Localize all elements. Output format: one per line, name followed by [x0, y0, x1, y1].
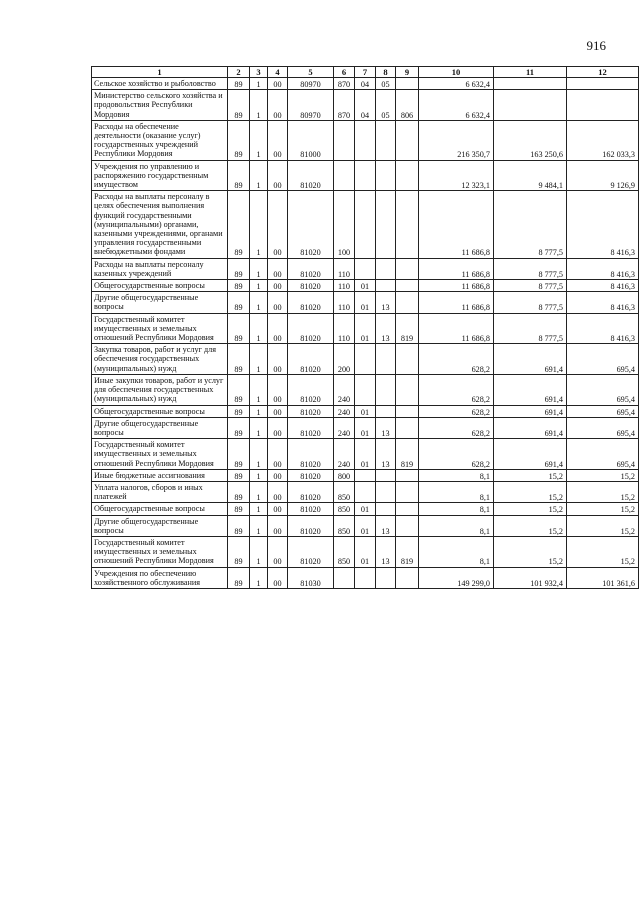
cell-col-9 [396, 481, 419, 502]
cell-col-4: 00 [268, 78, 288, 90]
cell-col-6 [334, 160, 355, 191]
cell-col-9: 819 [396, 313, 419, 344]
cell-col-3: 1 [250, 503, 268, 515]
row-name-cell: Общегосударственные вопросы [92, 280, 228, 292]
cell-col-11 [494, 90, 567, 121]
cell-col-6: 110 [334, 258, 355, 279]
cell-col-9 [396, 344, 419, 375]
cell-col-7: 01 [355, 280, 376, 292]
cell-col-2: 89 [228, 439, 250, 470]
row-name-cell: Расходы на обеспечение деятельности (оказание услуг) государственных учреждений Республики Мордовия [92, 120, 228, 160]
cell-col-12: 695,4 [567, 417, 639, 438]
cell-col-9 [396, 374, 419, 405]
cell-col-8 [376, 503, 396, 515]
cell-col-8: 13 [376, 439, 396, 470]
cell-col-3: 1 [250, 120, 268, 160]
cell-col-4: 00 [268, 160, 288, 191]
cell-col-7 [355, 258, 376, 279]
cell-col-3: 1 [250, 469, 268, 481]
column-header: 12 [567, 67, 639, 78]
cell-col-5: 81020 [288, 536, 334, 567]
cell-col-7 [355, 344, 376, 375]
cell-col-3: 1 [250, 258, 268, 279]
cell-col-12: 9 126,9 [567, 160, 639, 191]
cell-col-6: 100 [334, 191, 355, 258]
row-name-cell: Сельское хозяйство и рыболовство [92, 78, 228, 90]
cell-col-2: 89 [228, 292, 250, 313]
cell-col-5: 81020 [288, 344, 334, 375]
cell-col-10: 628,2 [419, 417, 494, 438]
cell-col-2: 89 [228, 160, 250, 191]
cell-col-5: 81020 [288, 160, 334, 191]
cell-col-12: 8 416,3 [567, 191, 639, 258]
cell-col-3: 1 [250, 515, 268, 536]
cell-col-3: 1 [250, 439, 268, 470]
cell-col-6: 240 [334, 439, 355, 470]
cell-col-4: 00 [268, 344, 288, 375]
cell-col-8: 13 [376, 313, 396, 344]
row-name-cell: Иные закупки товаров, работ и услуг для обеспечения государственных (муниципальных) нужд [92, 374, 228, 405]
cell-col-12: 101 361,6 [567, 567, 639, 588]
cell-col-12 [567, 78, 639, 90]
cell-col-7 [355, 160, 376, 191]
table-row [92, 120, 639, 160]
cell-col-5: 81020 [288, 503, 334, 515]
cell-col-5: 81020 [288, 280, 334, 292]
cell-col-5: 81020 [288, 313, 334, 344]
cell-col-2: 89 [228, 536, 250, 567]
table-row [92, 258, 639, 279]
cell-col-2: 89 [228, 313, 250, 344]
cell-col-7: 01 [355, 439, 376, 470]
cell-col-7: 01 [355, 313, 376, 344]
cell-col-6: 110 [334, 313, 355, 344]
cell-col-2: 89 [228, 90, 250, 121]
row-name-cell: Учреждения по обеспечению хозяйственного обслуживания [92, 567, 228, 588]
cell-col-5: 81020 [288, 469, 334, 481]
cell-col-5: 80970 [288, 78, 334, 90]
cell-col-12: 8 416,3 [567, 280, 639, 292]
cell-col-5: 81020 [288, 481, 334, 502]
cell-col-3: 1 [250, 374, 268, 405]
cell-col-12: 15,2 [567, 503, 639, 515]
cell-col-8 [376, 469, 396, 481]
cell-col-11: 8 777,5 [494, 280, 567, 292]
cell-col-4: 00 [268, 258, 288, 279]
cell-col-2: 89 [228, 567, 250, 588]
column-header: 2 [228, 67, 250, 78]
cell-col-10: 8,1 [419, 481, 494, 502]
table-row [92, 374, 639, 405]
cell-col-2: 89 [228, 120, 250, 160]
cell-col-9 [396, 78, 419, 90]
cell-col-12: 8 416,3 [567, 313, 639, 344]
table-row [92, 503, 639, 515]
cell-col-11: 15,2 [494, 469, 567, 481]
cell-col-6: 870 [334, 78, 355, 90]
cell-col-10: 8,1 [419, 515, 494, 536]
row-name-cell: Расходы на выплаты персоналу в целях обеспечения выполнения функций государственными (муниципальными) органами, казенными учреждениями, органами управления государственными внебюджетными фондами [92, 191, 228, 258]
cell-col-8 [376, 481, 396, 502]
cell-col-12: 15,2 [567, 536, 639, 567]
cell-col-8 [376, 191, 396, 258]
cell-col-11: 15,2 [494, 503, 567, 515]
cell-col-4: 00 [268, 536, 288, 567]
table-row [92, 78, 639, 90]
cell-col-7: 01 [355, 292, 376, 313]
cell-col-6: 200 [334, 344, 355, 375]
cell-col-10: 11 686,8 [419, 191, 494, 258]
cell-col-4: 00 [268, 280, 288, 292]
cell-col-2: 89 [228, 503, 250, 515]
table-row [92, 469, 639, 481]
cell-col-11: 15,2 [494, 481, 567, 502]
cell-col-10: 11 686,8 [419, 313, 494, 344]
row-name-cell: Общегосударственные вопросы [92, 405, 228, 417]
cell-col-8: 05 [376, 90, 396, 121]
cell-col-10: 11 686,8 [419, 258, 494, 279]
cell-col-3: 1 [250, 191, 268, 258]
cell-col-12: 695,4 [567, 344, 639, 375]
cell-col-4: 00 [268, 120, 288, 160]
cell-col-11: 101 932,4 [494, 567, 567, 588]
table-row [92, 313, 639, 344]
cell-col-10: 8,1 [419, 503, 494, 515]
cell-col-2: 89 [228, 481, 250, 502]
cell-col-8: 13 [376, 515, 396, 536]
cell-col-12: 8 416,3 [567, 292, 639, 313]
cell-col-6: 110 [334, 292, 355, 313]
cell-col-4: 00 [268, 417, 288, 438]
cell-col-11: 691,4 [494, 417, 567, 438]
table-row [92, 280, 639, 292]
table-row [92, 417, 639, 438]
row-name-cell: Государственный комитет имущественных и земельных отношений Республики Мордовия [92, 536, 228, 567]
cell-col-11: 691,4 [494, 374, 567, 405]
cell-col-9: 819 [396, 536, 419, 567]
row-name-cell: Общегосударственные вопросы [92, 503, 228, 515]
cell-col-11 [494, 78, 567, 90]
table-row [92, 292, 639, 313]
column-header: 6 [334, 67, 355, 78]
cell-col-5: 80970 [288, 90, 334, 121]
cell-col-3: 1 [250, 567, 268, 588]
cell-col-6: 240 [334, 417, 355, 438]
cell-col-9: 806 [396, 90, 419, 121]
cell-col-7: 01 [355, 515, 376, 536]
cell-col-9 [396, 469, 419, 481]
cell-col-8 [376, 160, 396, 191]
budget-table [91, 66, 639, 589]
header-row [92, 67, 639, 78]
cell-col-7: 04 [355, 90, 376, 121]
table-row [92, 344, 639, 375]
cell-col-5: 81020 [288, 191, 334, 258]
cell-col-11: 8 777,5 [494, 292, 567, 313]
cell-col-11: 9 484,1 [494, 160, 567, 191]
cell-col-12: 15,2 [567, 469, 639, 481]
cell-col-3: 1 [250, 405, 268, 417]
table-row [92, 567, 639, 588]
column-header: 3 [250, 67, 268, 78]
cell-col-11: 163 250,6 [494, 120, 567, 160]
cell-col-2: 89 [228, 344, 250, 375]
cell-col-3: 1 [250, 292, 268, 313]
column-header: 9 [396, 67, 419, 78]
row-name-cell: Другие общегосударственные вопросы [92, 515, 228, 536]
cell-col-10: 12 323,1 [419, 160, 494, 191]
cell-col-5: 81020 [288, 258, 334, 279]
cell-col-2: 89 [228, 405, 250, 417]
cell-col-6: 800 [334, 469, 355, 481]
row-name-cell: Закупка товаров, работ и услуг для обеспечения государственных (муниципальных) нужд [92, 344, 228, 375]
column-header: 4 [268, 67, 288, 78]
cell-col-8 [376, 120, 396, 160]
cell-col-4: 00 [268, 191, 288, 258]
row-name-cell: Министерство сельского хозяйства и продовольствия Республики Мордовия [92, 90, 228, 121]
cell-col-4: 00 [268, 481, 288, 502]
cell-col-11: 8 777,5 [494, 191, 567, 258]
cell-col-2: 89 [228, 469, 250, 481]
cell-col-7 [355, 567, 376, 588]
cell-col-6: 110 [334, 280, 355, 292]
row-name-cell: Другие общегосударственные вопросы [92, 417, 228, 438]
table-row [92, 481, 639, 502]
cell-col-11: 8 777,5 [494, 258, 567, 279]
cell-col-8 [376, 374, 396, 405]
cell-col-4: 00 [268, 469, 288, 481]
cell-col-6 [334, 120, 355, 160]
cell-col-9 [396, 160, 419, 191]
cell-col-12: 8 416,3 [567, 258, 639, 279]
cell-col-4: 00 [268, 405, 288, 417]
cell-col-6: 240 [334, 374, 355, 405]
cell-col-3: 1 [250, 417, 268, 438]
table-row [92, 515, 639, 536]
table-row [92, 536, 639, 567]
cell-col-7 [355, 374, 376, 405]
cell-col-9 [396, 191, 419, 258]
cell-col-9 [396, 567, 419, 588]
table-row [92, 191, 639, 258]
row-name-cell: Учреждения по управлению и распоряжению государственным имуществом [92, 160, 228, 191]
cell-col-7: 01 [355, 536, 376, 567]
cell-col-4: 00 [268, 374, 288, 405]
cell-col-8 [376, 258, 396, 279]
cell-col-7: 01 [355, 503, 376, 515]
cell-col-5: 81020 [288, 417, 334, 438]
cell-col-3: 1 [250, 344, 268, 375]
cell-col-10: 8,1 [419, 469, 494, 481]
cell-col-3: 1 [250, 160, 268, 191]
cell-col-8: 13 [376, 292, 396, 313]
cell-col-2: 89 [228, 280, 250, 292]
cell-col-2: 89 [228, 258, 250, 279]
cell-col-2: 89 [228, 191, 250, 258]
cell-col-8: 05 [376, 78, 396, 90]
cell-col-8 [376, 344, 396, 375]
cell-col-10: 628,2 [419, 344, 494, 375]
cell-col-9 [396, 515, 419, 536]
cell-col-11: 15,2 [494, 536, 567, 567]
cell-col-4: 00 [268, 313, 288, 344]
cell-col-7: 01 [355, 417, 376, 438]
cell-col-11: 691,4 [494, 344, 567, 375]
column-header: 7 [355, 67, 376, 78]
cell-col-4: 00 [268, 292, 288, 313]
row-name-cell: Другие общегосударственные вопросы [92, 292, 228, 313]
cell-col-12: 15,2 [567, 515, 639, 536]
cell-col-8 [376, 280, 396, 292]
cell-col-3: 1 [250, 481, 268, 502]
cell-col-5: 81000 [288, 120, 334, 160]
row-name-cell: Расходы на выплаты персоналу казенных учреждений [92, 258, 228, 279]
cell-col-6: 870 [334, 90, 355, 121]
cell-col-11: 691,4 [494, 439, 567, 470]
row-name-cell: Государственный комитет имущественных и земельных отношений Республики Мордовия [92, 313, 228, 344]
table-row [92, 90, 639, 121]
cell-col-2: 89 [228, 374, 250, 405]
cell-col-7: 04 [355, 78, 376, 90]
cell-col-9 [396, 258, 419, 279]
cell-col-8: 13 [376, 417, 396, 438]
cell-col-9 [396, 417, 419, 438]
cell-col-6: 850 [334, 515, 355, 536]
cell-col-11: 691,4 [494, 405, 567, 417]
cell-col-8 [376, 567, 396, 588]
cell-col-5: 81020 [288, 439, 334, 470]
cell-col-5: 81020 [288, 515, 334, 536]
row-name-cell: Государственный комитет имущественных и земельных отношений Республики Мордовия [92, 439, 228, 470]
cell-col-2: 89 [228, 417, 250, 438]
cell-col-10: 628,2 [419, 439, 494, 470]
cell-col-7 [355, 469, 376, 481]
cell-col-9 [396, 292, 419, 313]
cell-col-5: 81020 [288, 374, 334, 405]
cell-col-4: 00 [268, 503, 288, 515]
cell-col-9 [396, 280, 419, 292]
cell-col-10: 6 632,4 [419, 78, 494, 90]
cell-col-8 [376, 405, 396, 417]
cell-col-10: 149 299,0 [419, 567, 494, 588]
table-row [92, 160, 639, 191]
page-number: 916 [586, 38, 606, 53]
cell-col-8: 13 [376, 536, 396, 567]
cell-col-12: 695,4 [567, 405, 639, 417]
cell-col-7 [355, 191, 376, 258]
cell-col-3: 1 [250, 313, 268, 344]
cell-col-7: 01 [355, 405, 376, 417]
cell-col-10: 628,2 [419, 374, 494, 405]
cell-col-10: 216 350,7 [419, 120, 494, 160]
cell-col-10: 8,1 [419, 536, 494, 567]
cell-col-6: 240 [334, 405, 355, 417]
cell-col-12: 695,4 [567, 374, 639, 405]
table-row [92, 439, 639, 470]
cell-col-2: 89 [228, 78, 250, 90]
column-header: 5 [288, 67, 334, 78]
cell-col-3: 1 [250, 78, 268, 90]
cell-col-9 [396, 503, 419, 515]
cell-col-12: 695,4 [567, 439, 639, 470]
cell-col-4: 00 [268, 515, 288, 536]
cell-col-5: 81020 [288, 292, 334, 313]
column-header: 1 [92, 67, 228, 78]
cell-col-6: 850 [334, 481, 355, 502]
cell-col-9 [396, 405, 419, 417]
column-header: 11 [494, 67, 567, 78]
cell-col-11: 15,2 [494, 515, 567, 536]
cell-col-7 [355, 120, 376, 160]
cell-col-4: 00 [268, 90, 288, 121]
row-name-cell: Уплата налогов, сборов и иных платежей [92, 481, 228, 502]
table-row [92, 405, 639, 417]
cell-col-11: 8 777,5 [494, 313, 567, 344]
cell-col-3: 1 [250, 280, 268, 292]
cell-col-6: 850 [334, 503, 355, 515]
cell-col-10: 628,2 [419, 405, 494, 417]
cell-col-7 [355, 481, 376, 502]
column-header: 10 [419, 67, 494, 78]
cell-col-10: 11 686,8 [419, 292, 494, 313]
cell-col-12: 162 033,3 [567, 120, 639, 160]
cell-col-6: 850 [334, 536, 355, 567]
cell-col-4: 00 [268, 567, 288, 588]
cell-col-4: 00 [268, 439, 288, 470]
row-name-cell: Иные бюджетные ассигнования [92, 469, 228, 481]
cell-col-12 [567, 90, 639, 121]
cell-col-10: 11 686,8 [419, 280, 494, 292]
cell-col-6 [334, 567, 355, 588]
cell-col-5: 81030 [288, 567, 334, 588]
cell-col-3: 1 [250, 90, 268, 121]
cell-col-9: 819 [396, 439, 419, 470]
column-header: 8 [376, 67, 396, 78]
cell-col-10: 6 632,4 [419, 90, 494, 121]
cell-col-3: 1 [250, 536, 268, 567]
cell-col-5: 81020 [288, 405, 334, 417]
cell-col-2: 89 [228, 515, 250, 536]
cell-col-9 [396, 120, 419, 160]
cell-col-12: 15,2 [567, 481, 639, 502]
